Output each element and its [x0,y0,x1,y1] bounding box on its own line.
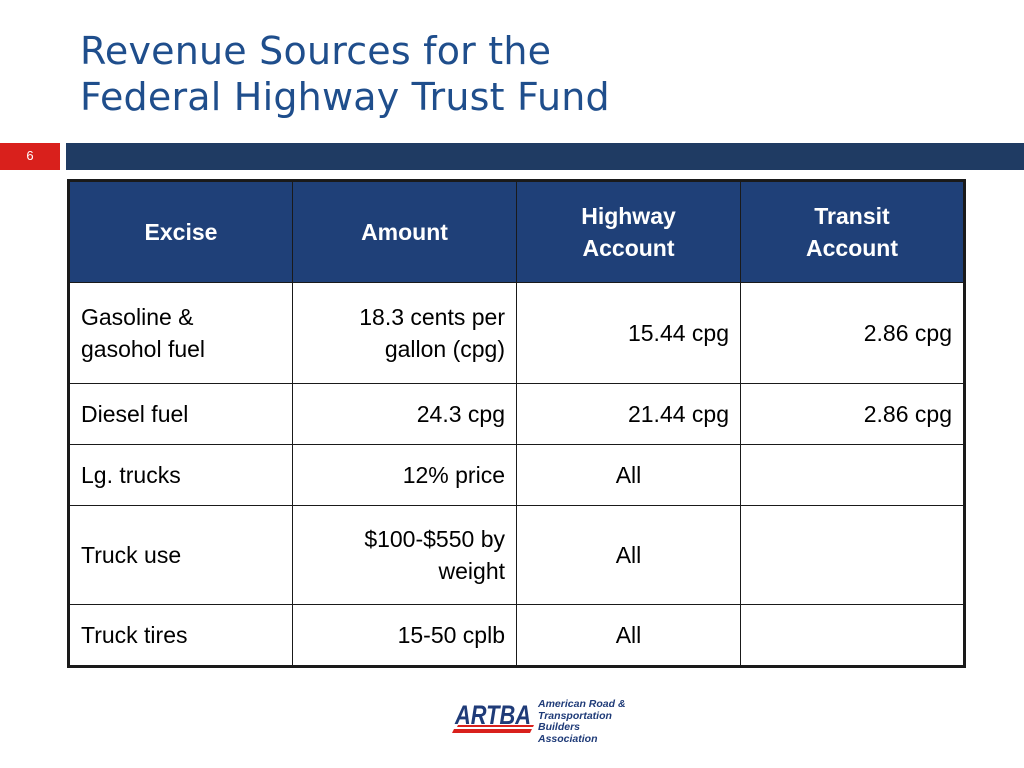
header-excise: Excise [69,181,293,283]
artba-logo-lettering: ARTBA [454,700,531,730]
cell-transit: 2.86 cpg [741,283,965,384]
table-row [69,445,965,506]
cell-excise: Diesel fuel [69,384,293,445]
cell-transit [741,506,965,605]
cell-amount: 15-50 cplb [293,605,517,667]
header-transit-account: Transit Account [741,181,965,283]
cell-amount: 18.3 cents per gallon (cpg) [293,283,517,384]
cell-highway: 21.44 cpg [517,384,741,445]
cell-transit [741,605,965,667]
revenue-table [67,179,966,668]
cell-highway: All [517,506,741,605]
slide-title [80,28,610,120]
cell-highway: All [517,445,741,506]
table-row [69,384,965,445]
artba-logo-text: American Road & Transportation Builders Association [538,698,626,745]
artba-logo [452,696,652,745]
cell-amount: 12% price [293,445,517,506]
header-rule [66,143,1024,170]
cell-excise: Gasoline & gasohol fuel [69,283,293,384]
cell-excise: Truck tires [69,605,293,667]
slide-title-line-1: Revenue Sources for the [80,29,552,73]
table-row [69,506,965,605]
cell-excise: Truck use [69,506,293,605]
cell-amount: $100-$550 by weight [293,506,517,605]
header-highway-account: Highway Account [517,181,741,283]
cell-highway: 15.44 cpg [517,283,741,384]
table-header-row [69,181,965,283]
table-row [69,605,965,667]
cell-transit [741,445,965,506]
slide-title-line-2: Federal Highway Trust Fund [80,75,610,119]
slide-number: 6 [0,143,60,170]
cell-transit: 2.86 cpg [741,384,965,445]
header-amount: Amount [293,181,517,283]
table-row [69,283,965,384]
cell-highway: All [517,605,741,667]
cell-excise: Lg. trucks [69,445,293,506]
cell-amount: 24.3 cpg [293,384,517,445]
artba-logo-mark [452,696,536,736]
